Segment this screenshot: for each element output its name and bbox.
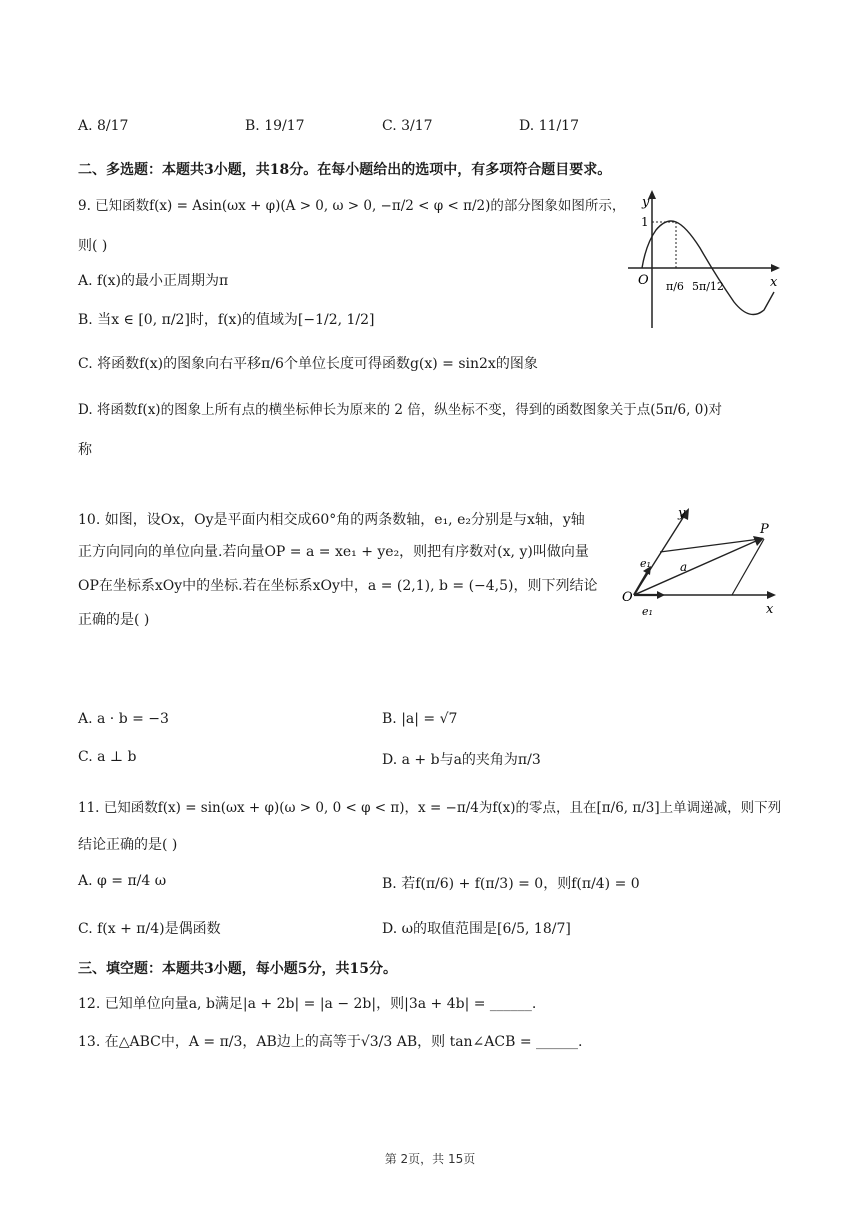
- q10-y-label: y: [678, 506, 686, 521]
- q11-stem-line1: 11. 已知函数f(x) = sin(ωx + φ)(ω > 0, 0 < φ < π)，x = −π/4为f(x)的零点，且在[π/6, π/3]上单调递减，则下列: [78, 800, 782, 816]
- q10-oblique-coordinate-figure: [620, 503, 784, 623]
- q10-stem-line4: 正确的是( ): [78, 612, 150, 628]
- q11-option-a: A. φ = π/4 ω: [78, 873, 167, 889]
- q10-parallel-right: [732, 539, 764, 595]
- q10-stem-line2: 正方向同向的单位向量.若向量OP = a = xe₁ + ye₂，则把有序数对(x, y)叫做向量: [78, 544, 589, 560]
- q10-e1-lower-label: e₁: [642, 605, 653, 618]
- q9-origin-label: O: [638, 273, 649, 288]
- q10-stem-line3: OP在坐标系xOy中的坐标.若在坐标系xOy中，a = (2,1), b = (−4,5)，则下列结论: [78, 578, 598, 594]
- q11-option-b: B. 若f(π/6) + f(π/3) = 0，则f(π/4) = 0: [382, 876, 640, 892]
- q10-x-arrow: [767, 591, 776, 599]
- page-footer: 第 2页，共 15页: [384, 1152, 476, 1166]
- q9-stem-line1: 9. 已知函数f(x) = Asin(ωx + φ)(A > 0, ω > 0, −π/2 < φ < π/2)的部分图象如图所示，: [78, 198, 626, 214]
- q9-stem-line2: 则( ): [78, 238, 108, 254]
- q10-vector-a-label: a: [680, 560, 688, 574]
- q9-tick-pi6: π/6: [666, 280, 684, 293]
- q9-option-d-line2: 称: [78, 442, 92, 458]
- q10-stem-line1: 10. 如图，设Ox，Oy是平面内相交成60°角的两条数轴，e₁, e₂分别是与x轴，y轴: [78, 512, 585, 528]
- q9-option-d-line1: D. 将函数f(x)的图象上所有点的横坐标伸长为原来的 2 倍，纵坐标不变，得到的函数图象关于点(5π/6, 0)对: [78, 402, 723, 418]
- q9-option-b: B. 当x ∈ [0, π/2]时，f(x)的值域为[−1/2, 1/2]: [78, 312, 375, 328]
- q11-stem-line2: 结论正确的是( ): [78, 837, 178, 853]
- q9-option-c: C. 将函数f(x)的图象向右平移π/6个单位长度可得函数g(x) = sin2x的图象: [78, 356, 538, 372]
- q12-stem: 12. 已知单位向量a, b满足|a + 2b| = |a − 2b|，则|3a + 4b| = ______.: [78, 996, 537, 1012]
- q13-stem: 13. 在△ABC中，A = π/3，AB边上的高等于√3/3 AB，则 tan∠ACB = ______.: [78, 1034, 583, 1050]
- q10-x-label: x: [766, 602, 774, 617]
- q8-option-d: D. 11/17: [519, 118, 579, 134]
- q10-vector-op: [634, 541, 756, 595]
- q8-option-b: B. 19/17: [245, 118, 305, 134]
- q10-e1-lower-arrow: [657, 591, 665, 599]
- q10-e1-upper-label: e₁: [640, 557, 651, 570]
- q9-one-label: 1: [641, 215, 649, 229]
- q9-sine-graph: [624, 188, 784, 330]
- q11-option-c: C. f(x + π/4)是偶函数: [78, 921, 221, 937]
- q11-option-d: D. ω的取值范围是[6/5, 18/7]: [382, 921, 571, 937]
- section-2-heading: 二、多选题：本题共3小题，共18分。在每小题给出的选项中，有多项符合题目要求。: [78, 162, 612, 178]
- q8-option-c: C. 3/17: [382, 118, 433, 134]
- q10-option-d: D. a + b与a的夹角为π/3: [382, 752, 541, 768]
- q10-origin-label: O: [622, 590, 633, 605]
- q9-option-a: A. f(x)的最小正周期为π: [78, 273, 229, 289]
- q9-x-arrow: [771, 264, 780, 272]
- q9-x-label: x: [770, 275, 778, 290]
- q9-tick-5pi12: 5π/12: [692, 280, 724, 293]
- section-3-heading: 三、填空题：本题共3小题，每小题5分，共15分。: [78, 961, 397, 977]
- q10-option-a: A. a · b = −3: [78, 711, 169, 727]
- q10-option-c: C. a ⊥ b: [78, 749, 137, 765]
- q9-y-label: y: [642, 195, 650, 210]
- q8-option-a: A. 8/17: [78, 118, 129, 134]
- q10-option-b: B. |a| = √7: [382, 711, 458, 727]
- q10-p-label: P: [760, 522, 769, 537]
